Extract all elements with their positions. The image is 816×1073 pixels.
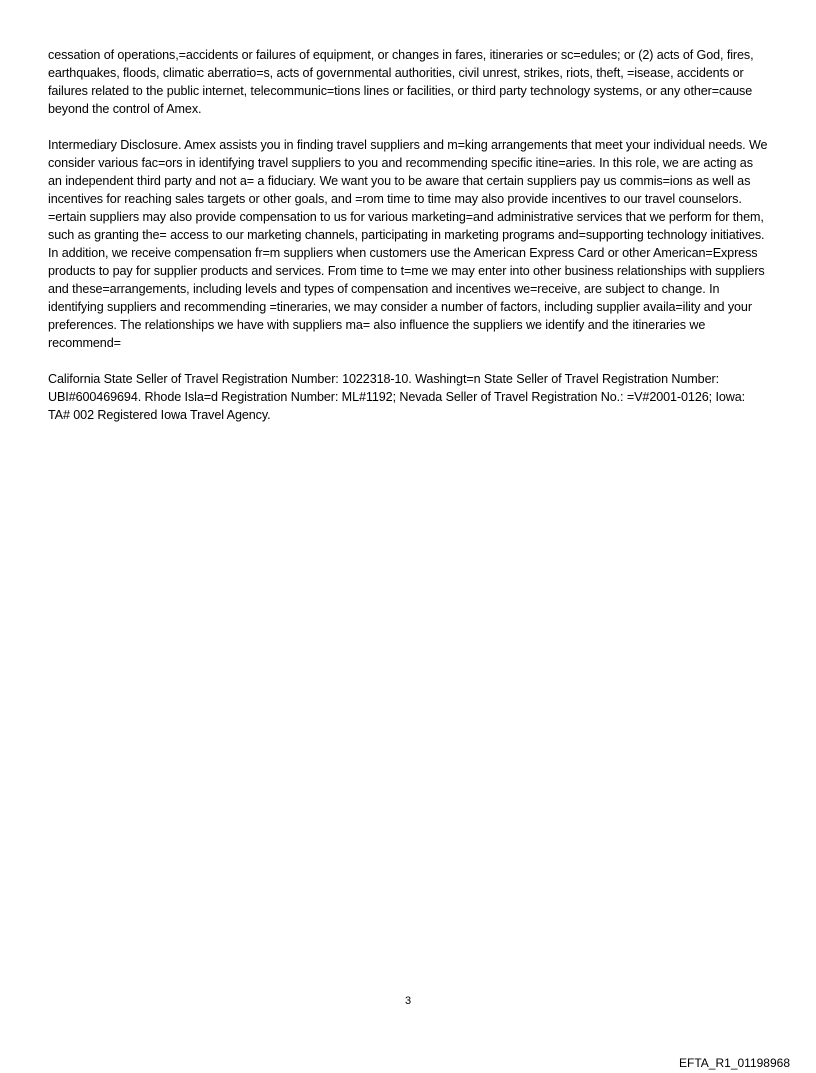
paragraph-intermediary-disclosure: Intermediary Disclosure. Amex assists you in finding travel suppliers and m=king arrangements that meet your individual needs. We consider various fac=ors in identifying travel suppliers to you and recommending specific itine=aries. In this role, we are acting as an independent third party and not a= a fiduciary. We want you to be aware that certain suppliers pay us commis=ions as well as incentives for reaching sales targets or other goals, and =rom time to time may also provide incentives to our travel counselors. =ertain suppliers may also provide compensation to us for various marketing=and administrative services that we perform for them, such as granting the= access to our marketing channels, participating in marketing programs and=supporting technology initiatives. In addition, we receive compensation fr=m suppliers when customers use the American Express Card or other American=Express products to pay for supplier products and services. From time to t=me we may enter into other business relationships with suppliers and these=arrangements, including levels and types of compensation and incentives we=receive, are subject to change. In identifying suppliers and recommending =tineraries, we may consider a number of factors, including supplier availa=ility and your preferences. The relationships we have with suppliers ma= also influence the suppliers we identify and the itineraries we recommend= (48, 138, 768, 350)
paragraph-registration-numbers: California State Seller of Travel Registration Number: 1022318-10. Washingt=n State Seller of Travel Registration Number: UBI#600469694. Rhode Isla=d Registration Number: ML#1192; Nevada Seller of Travel Registration No.: =V#2001-0126; Iowa: TA# 002 Registered Iowa Travel Agency. (48, 372, 746, 422)
document-body (48, 46, 770, 442)
paragraph-force-majeure: cessation of operations,=accidents or failures of equipment, or changes in fares, itineraries or sc=edules; or (2) acts of God, fires, earthquakes, floods, climatic aberratio=s, acts of governmental authorities, civil unrest, strikes, riots, theft, =isease, accidents or failures related to the public internet, telecommunic=tions lines or facilities, or third party technology systems, or any other=cause beyond the control of Amex. (48, 48, 754, 116)
bates-number: EFTA_R1_01198968 (679, 1056, 790, 1070)
page-number: 3 (404, 995, 412, 1007)
